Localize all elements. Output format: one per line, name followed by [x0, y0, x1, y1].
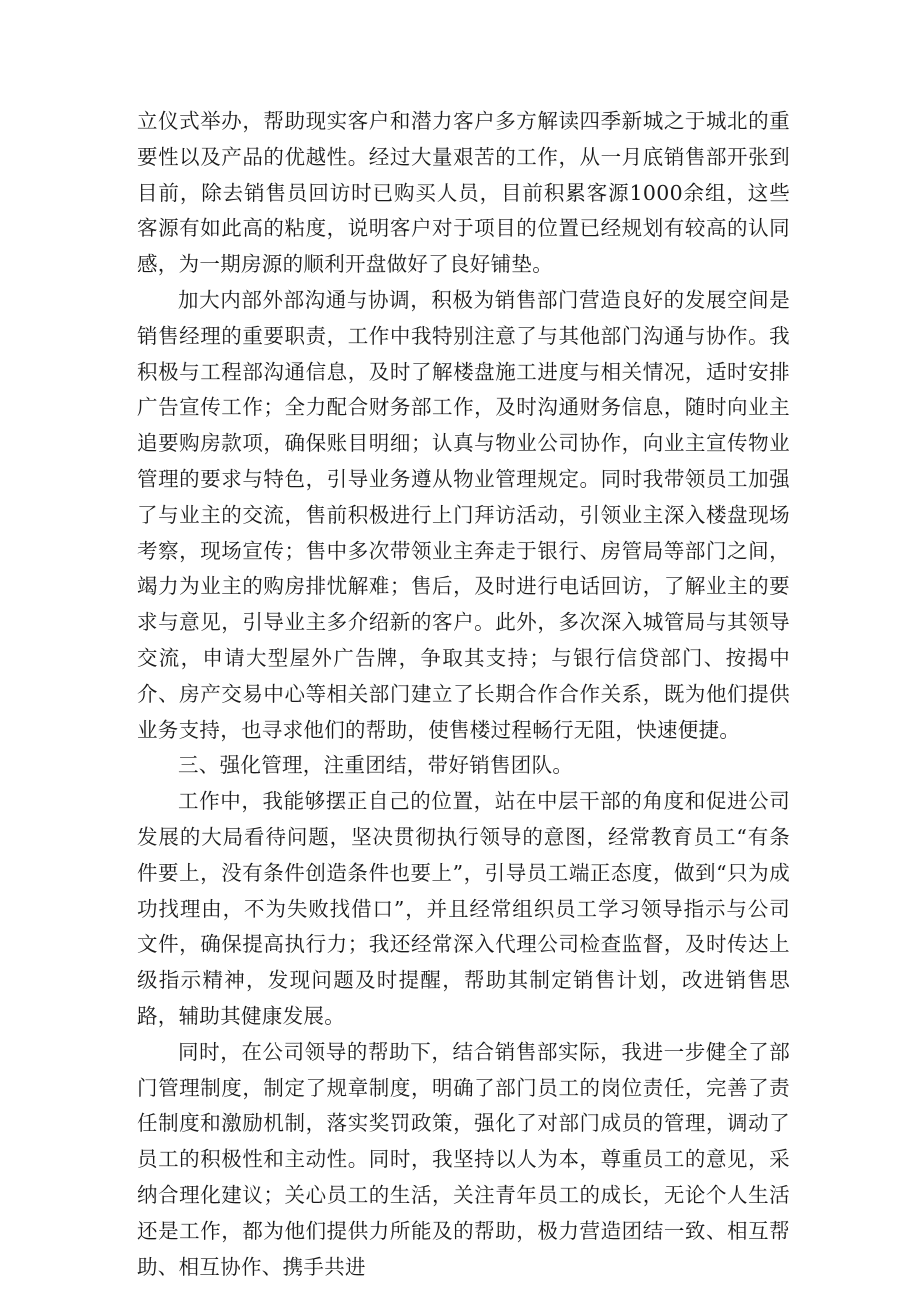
paragraph-5: 同时，在公司领导的帮助下，结合销售部实际，我进一步健全了部门管理制度，制定了规章制度，明确了部门员工的岗位责任，完善了责任制度和激励机制，落实奖罚政策，强化了对部门成员的管理，调动了员工的积极性和主动性。同时，我坚持以人为本，尊重员工的意见，采纳合理化建议；关心员工的生活，关注青年员工的成长，无论个人生活还是工作，都为他们提供力所能及的帮助，极力营造团结一致、相互帮助、相互协作、携手共进	[137, 1039, 790, 1279]
section-heading-3: 三、强化管理，注重团结，带好销售团队。	[178, 753, 574, 778]
paragraph-2: 加大内部外部沟通与协调，积极为销售部门营造良好的发展空间是销售经理的重要职责，工作中我特别注意了与其他部门沟通与协作。我积极与工程部沟通信息，及时了解楼盘施工进度与相关情况，适时安排广告宣传工作；全力配合财务部工作，及时沟通财务信息，随时向业主追要购房款项，确保账目明细；认真与物业公司协作，向业主宣传物业管理的要求与特色，引导业务遵从物业管理规定。同时我带领员工加强了与业主的交流，售前积极进行上门拜访活动，引领业主深入楼盘现场考察，现场宣传；售中多次带领业主奔走于银行、房管局等部门之间，竭力为业主的购房排忧解难；售后，及时进行电话回访，了解业主的要求与意见，引导业主多介绍新的客户。此外，多次深入城管局与其领导交流，申请大型屋外广告牌，争取其支持；与银行信贷部门、按揭中介、房产交易中心等相关部门建立了长期合作合作关系，既为他们提供业务支持，也寻求他们的帮助，使售楼过程畅行无阻，快速便捷。	[137, 287, 790, 742]
document-body	[137, 104, 790, 1285]
paragraph-4: 工作中，我能够摆正自己的位置，站在中层干部的角度和促进公司发展的大局看待问题，坚决贯彻执行领导的意图，经常教育员工“有条件要上，没有条件创造条件也要上”，引导员工端正态度，做到“只为成功找理由，不为失败找借口”，并且经常组织员工学习领导指示与公司文件，确保提高执行力；我还经常深入代理公司检查监督，及时传达上级指示精神，发现问题及时提醒，帮助其制定销售计划，改进销售思路，辅助其健康发展。	[137, 789, 790, 1028]
paragraph-1: 立仪式举办，帮助现实客户和潜力客户多方解读四季新城之于城北的重要性以及产品的优越性。经过大量艰苦的工作，从一月底销售部开张到目前，除去销售员回访时已购买人员，目前积累客源1000余组，这些客源有如此高的粘度，说明客户对于项目的位置已经规划有较高的认同感，为一期房源的顺利开盘做好了良好铺垫。	[137, 109, 790, 277]
